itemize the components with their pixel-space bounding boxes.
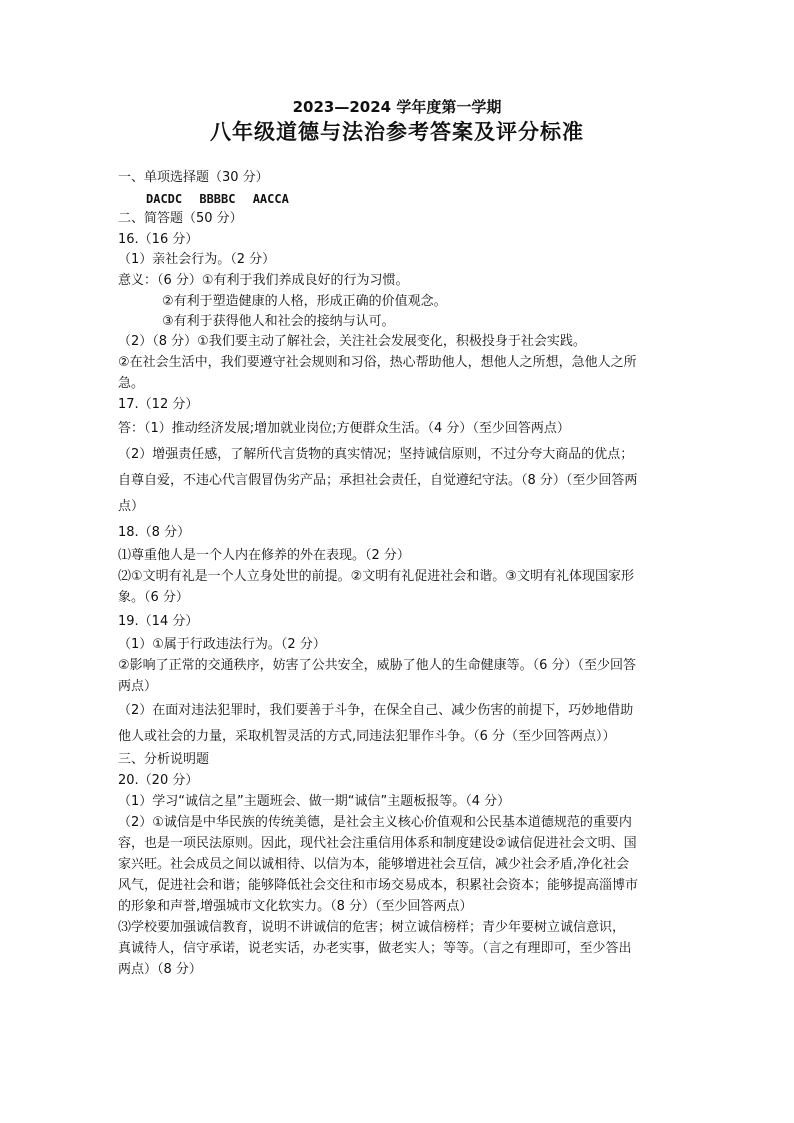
answer-line: 他人或社会的力量，采取机智灵活的方式,同违法犯罪作斗争。（6 分（至少回答两点）） [118,729,616,744]
answer-line: （1）学习“诚信之星”主题班会、做一期“诚信”主题板报等。（4 分） [118,794,511,809]
answer-line: 18.（8 分） [118,525,191,540]
answer-line: 容，也是一项民法原则。因此，现代社会注重信用体系和制度建设②诚信促进社会文明、国 [118,836,637,851]
answer-line: （1）亲社会行为。（2 分） [118,252,276,267]
answer-line: 20.（20 分） [118,773,199,788]
answer-line: ②影响了正常的交通秩序，妨害了公共安全，威胁了他人的生命健康等。（6 分）（至少回答 [118,658,637,673]
answer-line: 真诚待人，信守承诺，说老实话，办老实事，做老实人；等等。（言之有理即可，至少答出 [118,941,632,956]
answer-line: ②在社会生活中，我们要遵守社会规则和习俗，热心帮助他人，想他人之所想，急他人之所 [118,355,637,370]
answer-line: 象。（6 分） [118,590,189,605]
answer-line: ②有利于塑造健康的人格，形成正确的价值观念。 [162,294,447,309]
answer-line: 两点）（8 分） [118,962,202,977]
answer-line: 三、分析说明题 [118,752,210,767]
document-title: 八年级道德与法治参考答案及评分标准 [210,120,584,144]
answer-line: 点） [118,499,145,514]
answer-line: 风气，促进社会和谐；能够降低社会交往和市场交易成本，积累社会资本；能够提高淄博市 [118,878,639,893]
answer-line: ⑶学校要加强诚信教育，说明不讲诚信的危害；树立诚信榜样；青少年要树立诚信意识， [118,920,626,935]
term-heading: 2023—2024 学年度第一学期 [292,98,502,116]
answer-line: 家兴旺。社会成员之间以诚相待、以信为本，能够增进社会互信，减少社会矛盾,净化社会 [118,857,630,872]
answer-content [118,168,683,981]
answer-line: 自尊自爱，不违心代言假冒伪劣产品；承担社会责任，自觉遵纪守法。（8 分）（至少回答两 [118,473,638,488]
answer-line: 两点） [118,679,158,694]
answer-line: 一、单项选择题（30 分） [118,170,269,185]
answer-line: 二、简答题（50 分） [118,211,243,226]
answer-line: 19.（14 分） [118,614,199,629]
answer-line: （1）①属于行政违法行为。（2 分） [118,637,326,652]
answer-line: 意义：（6 分）①有利于我们养成良好的行为习惯。 [118,273,409,288]
answer-line: ⑴尊重他人是一个人内在修养的外在表现。（2 分） [118,548,410,563]
answer-line: ⑵①文明有礼是一个人立身处世的前提。②文明有礼促进社会和谐。③文明有礼体现国家形 [118,569,634,584]
answer-line: （2）（8 分）①我们要主动了解社会，关注社会发展变化，积极投身于社会实践。 [118,334,586,349]
answer-line: DACDC BBBBC AACCA [146,192,289,206]
answer-line: 的形象和声誉,增强城市文化软实力。（8 分）（至少回答两点） [118,899,473,914]
answer-line: 答：（1）推动经济发展;增加就业岗位;方便群众生活。（4 分）（至少回答两点） [118,421,570,436]
answer-line: （2）①诚信是中华民族的传统美德，是社会主义核心价值观和公民基本道德规范的重要内 [118,815,632,830]
answer-line: 16.（16 分） [118,232,199,247]
answer-line: （2）增强责任感，了解所代言货物的真实情况；坚持诚信原则，不过分夸大商品的优点； [118,447,634,462]
answer-line: 急。 [118,376,145,391]
answer-line: ③有利于获得他人和社会的接纳与认可。 [162,314,395,329]
answer-line: 17.（12 分） [118,397,199,412]
answer-line: （2）在面对违法犯罪时，我们要善于斗争，在保全自己、减少伤害的前提下，巧妙地借助 [118,703,634,718]
